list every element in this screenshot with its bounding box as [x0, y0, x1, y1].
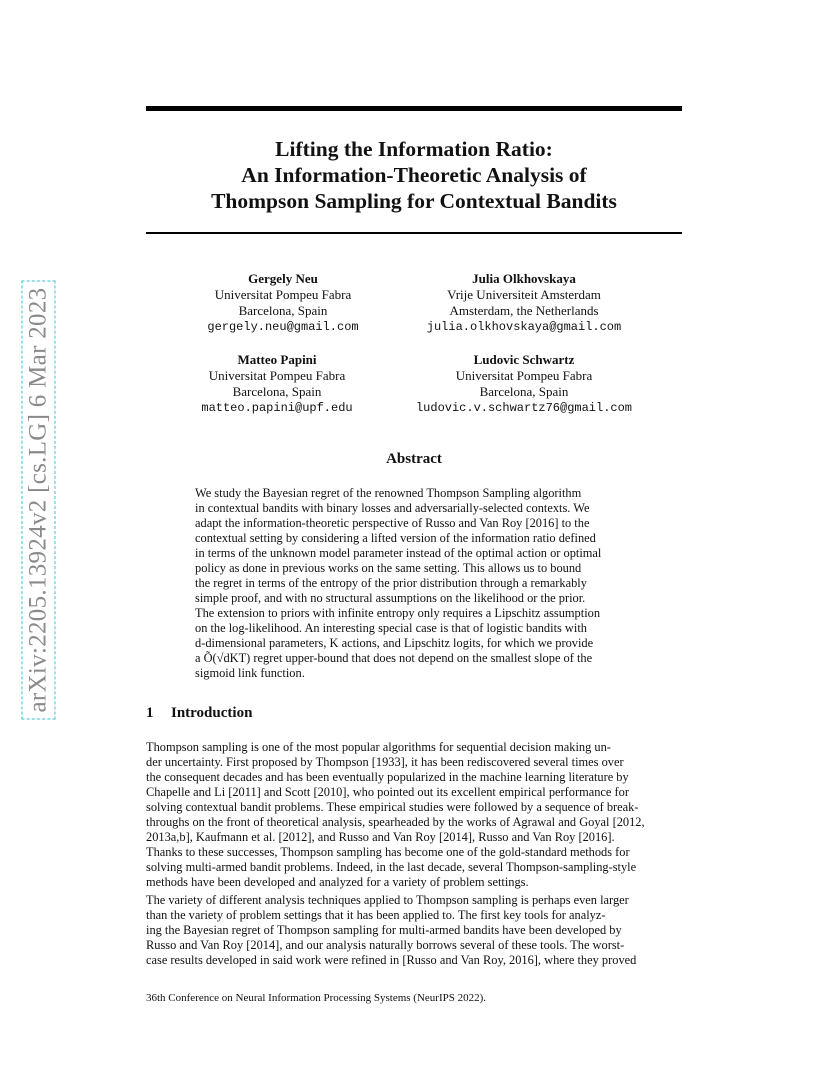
abstract-line: a Õ(√dKT) regret upper-bound that does not depend on the smallest slope of the [195, 651, 593, 665]
author-location: Barcelona, Spain [238, 303, 328, 318]
body-line: ing the Bayesian regret of Thompson sampling for multi-armed bandits have been developed by [146, 923, 622, 937]
author-block-olkhovskaya [374, 271, 674, 335]
intro-paragraph-1 [146, 740, 682, 890]
author-location: Amsterdam, the Netherlands [449, 303, 599, 318]
section-title: Introduction [171, 705, 253, 721]
title-line-1: Lifting the Information Ratio: [275, 137, 553, 161]
author-name: Julia Olkhovskaya [472, 271, 576, 286]
abstract-line: sigmoid link function. [195, 666, 305, 680]
body-line: Thompson sampling is one of the most popular algorithms for sequential decision making un- [146, 740, 611, 754]
title-top-rule [146, 106, 682, 111]
arxiv-identifier-text[interactable]: arXiv:2205.13924v2 [cs.LG] 6 Mar 2023 [21, 281, 55, 720]
author-name: Matteo Papini [237, 352, 317, 367]
author-email: gergely.neu@gmail.com [207, 320, 359, 334]
body-line: The variety of different analysis techniques applied to Thompson sampling is perhaps even larger [146, 893, 629, 907]
abstract-line: contextual setting by considering a lifted version of the information ratio defined [195, 531, 596, 545]
abstract-line: the regret in terms of the entropy of the prior distribution through a remarkably [195, 576, 587, 590]
body-line: der uncertainty. First proposed by Thompson [1933], it has been rediscovered several times over [146, 755, 624, 769]
body-line: Thanks to these successes, Thompson sampling has become one of the gold-standard methods for [146, 845, 630, 859]
abstract-line: We study the Bayesian regret of the renowned Thompson Sampling algorithm [195, 486, 582, 500]
abstract-line: in terms of the unknown model parameter instead of the optimal action or optimal [195, 546, 602, 560]
body-line: than the variety of problem settings that it has been applied to. The first key tools for analyz- [146, 908, 606, 922]
intro-paragraph-2 [146, 893, 682, 968]
title-bottom-rule [146, 232, 682, 234]
conference-footnote: 36th Conference on Neural Information Processing Systems (NeurIPS 2022). [146, 992, 487, 1004]
body-line: the consequent decades and has been eventually popularized in the machine learning literature by [146, 770, 629, 784]
author-name: Gergely Neu [248, 271, 318, 286]
paper-title [146, 136, 682, 214]
body-line: throughs on the front of theoretical analysis, spearheaded by the works of Agrawal and Goyal [2012, [146, 815, 645, 829]
body-line: methods have been developed and analyzed for a variety of problem settings. [146, 875, 529, 889]
author-affiliation: Vrije Universiteit Amsterdam [447, 287, 601, 302]
body-line: case results developed in said work were refined in [Russo and Van Roy, 2016], where they proved [146, 953, 637, 967]
abstract-line: simple proof, and with no structural assumptions on the likelihood or the prior. [195, 591, 586, 605]
body-line: solving contextual bandit problems. These empirical studies were followed by a sequence of break- [146, 800, 639, 814]
author-affiliation: Universitat Pompeu Fabra [208, 368, 346, 383]
abstract-heading: Abstract [386, 451, 442, 467]
body-line: Russo and Van Roy [2014], and our analysis naturally borrows several of these tools. The worst- [146, 938, 625, 952]
abstract-line: on the log-likelihood. An interesting special case is that of logistic bandits with [195, 621, 587, 635]
abstract-body [195, 486, 633, 681]
author-name: Ludovic Schwartz [473, 352, 575, 367]
title-line-3: Thompson Sampling for Contextual Bandits [211, 189, 617, 213]
body-line: Chapelle and Li [2011] and Scott [2010], who pointed out its excellent empirical performance for [146, 785, 629, 799]
author-email: matteo.papini@upf.edu [201, 401, 353, 415]
title-line-2: An Information-Theoretic Analysis of [241, 163, 587, 187]
abstract-line: policy as done in previous works on the same setting. This allows us to bound [195, 561, 582, 575]
abstract-line: d-dimensional parameters, K actions, and Lipschitz logits, for which we provide [195, 636, 594, 650]
author-email: julia.olkhovskaya@gmail.com [426, 320, 622, 334]
author-block-schwartz [374, 352, 674, 416]
body-line: solving multi-armed bandit problems. Indeed, in the last decade, several Thompson-sampling-style [146, 860, 637, 874]
abstract-line: adapt the information-theoretic perspective of Russo and Van Roy [2016] to the [195, 516, 590, 530]
abstract-line: in contextual bandits with binary losses and adversarially-selected contexts. We [195, 501, 590, 515]
author-location: Barcelona, Spain [232, 384, 322, 399]
author-location: Barcelona, Spain [479, 384, 569, 399]
section-number: 1 [146, 705, 154, 721]
section-heading-introduction [146, 705, 252, 722]
arxiv-identifier-stamp[interactable] [13, 262, 63, 738]
author-affiliation: Universitat Pompeu Fabra [214, 287, 352, 302]
abstract-line: The extension to priors with infinite entropy only requires a Lipschitz assumption [195, 606, 601, 620]
author-email: ludovic.v.schwartz76@gmail.com [415, 401, 633, 415]
author-affiliation: Universitat Pompeu Fabra [455, 368, 593, 383]
body-line: 2013a,b], Kaufmann et al. [2012], and Russo and Van Roy [2014], Russo and Van Roy [2016]. [146, 830, 615, 844]
